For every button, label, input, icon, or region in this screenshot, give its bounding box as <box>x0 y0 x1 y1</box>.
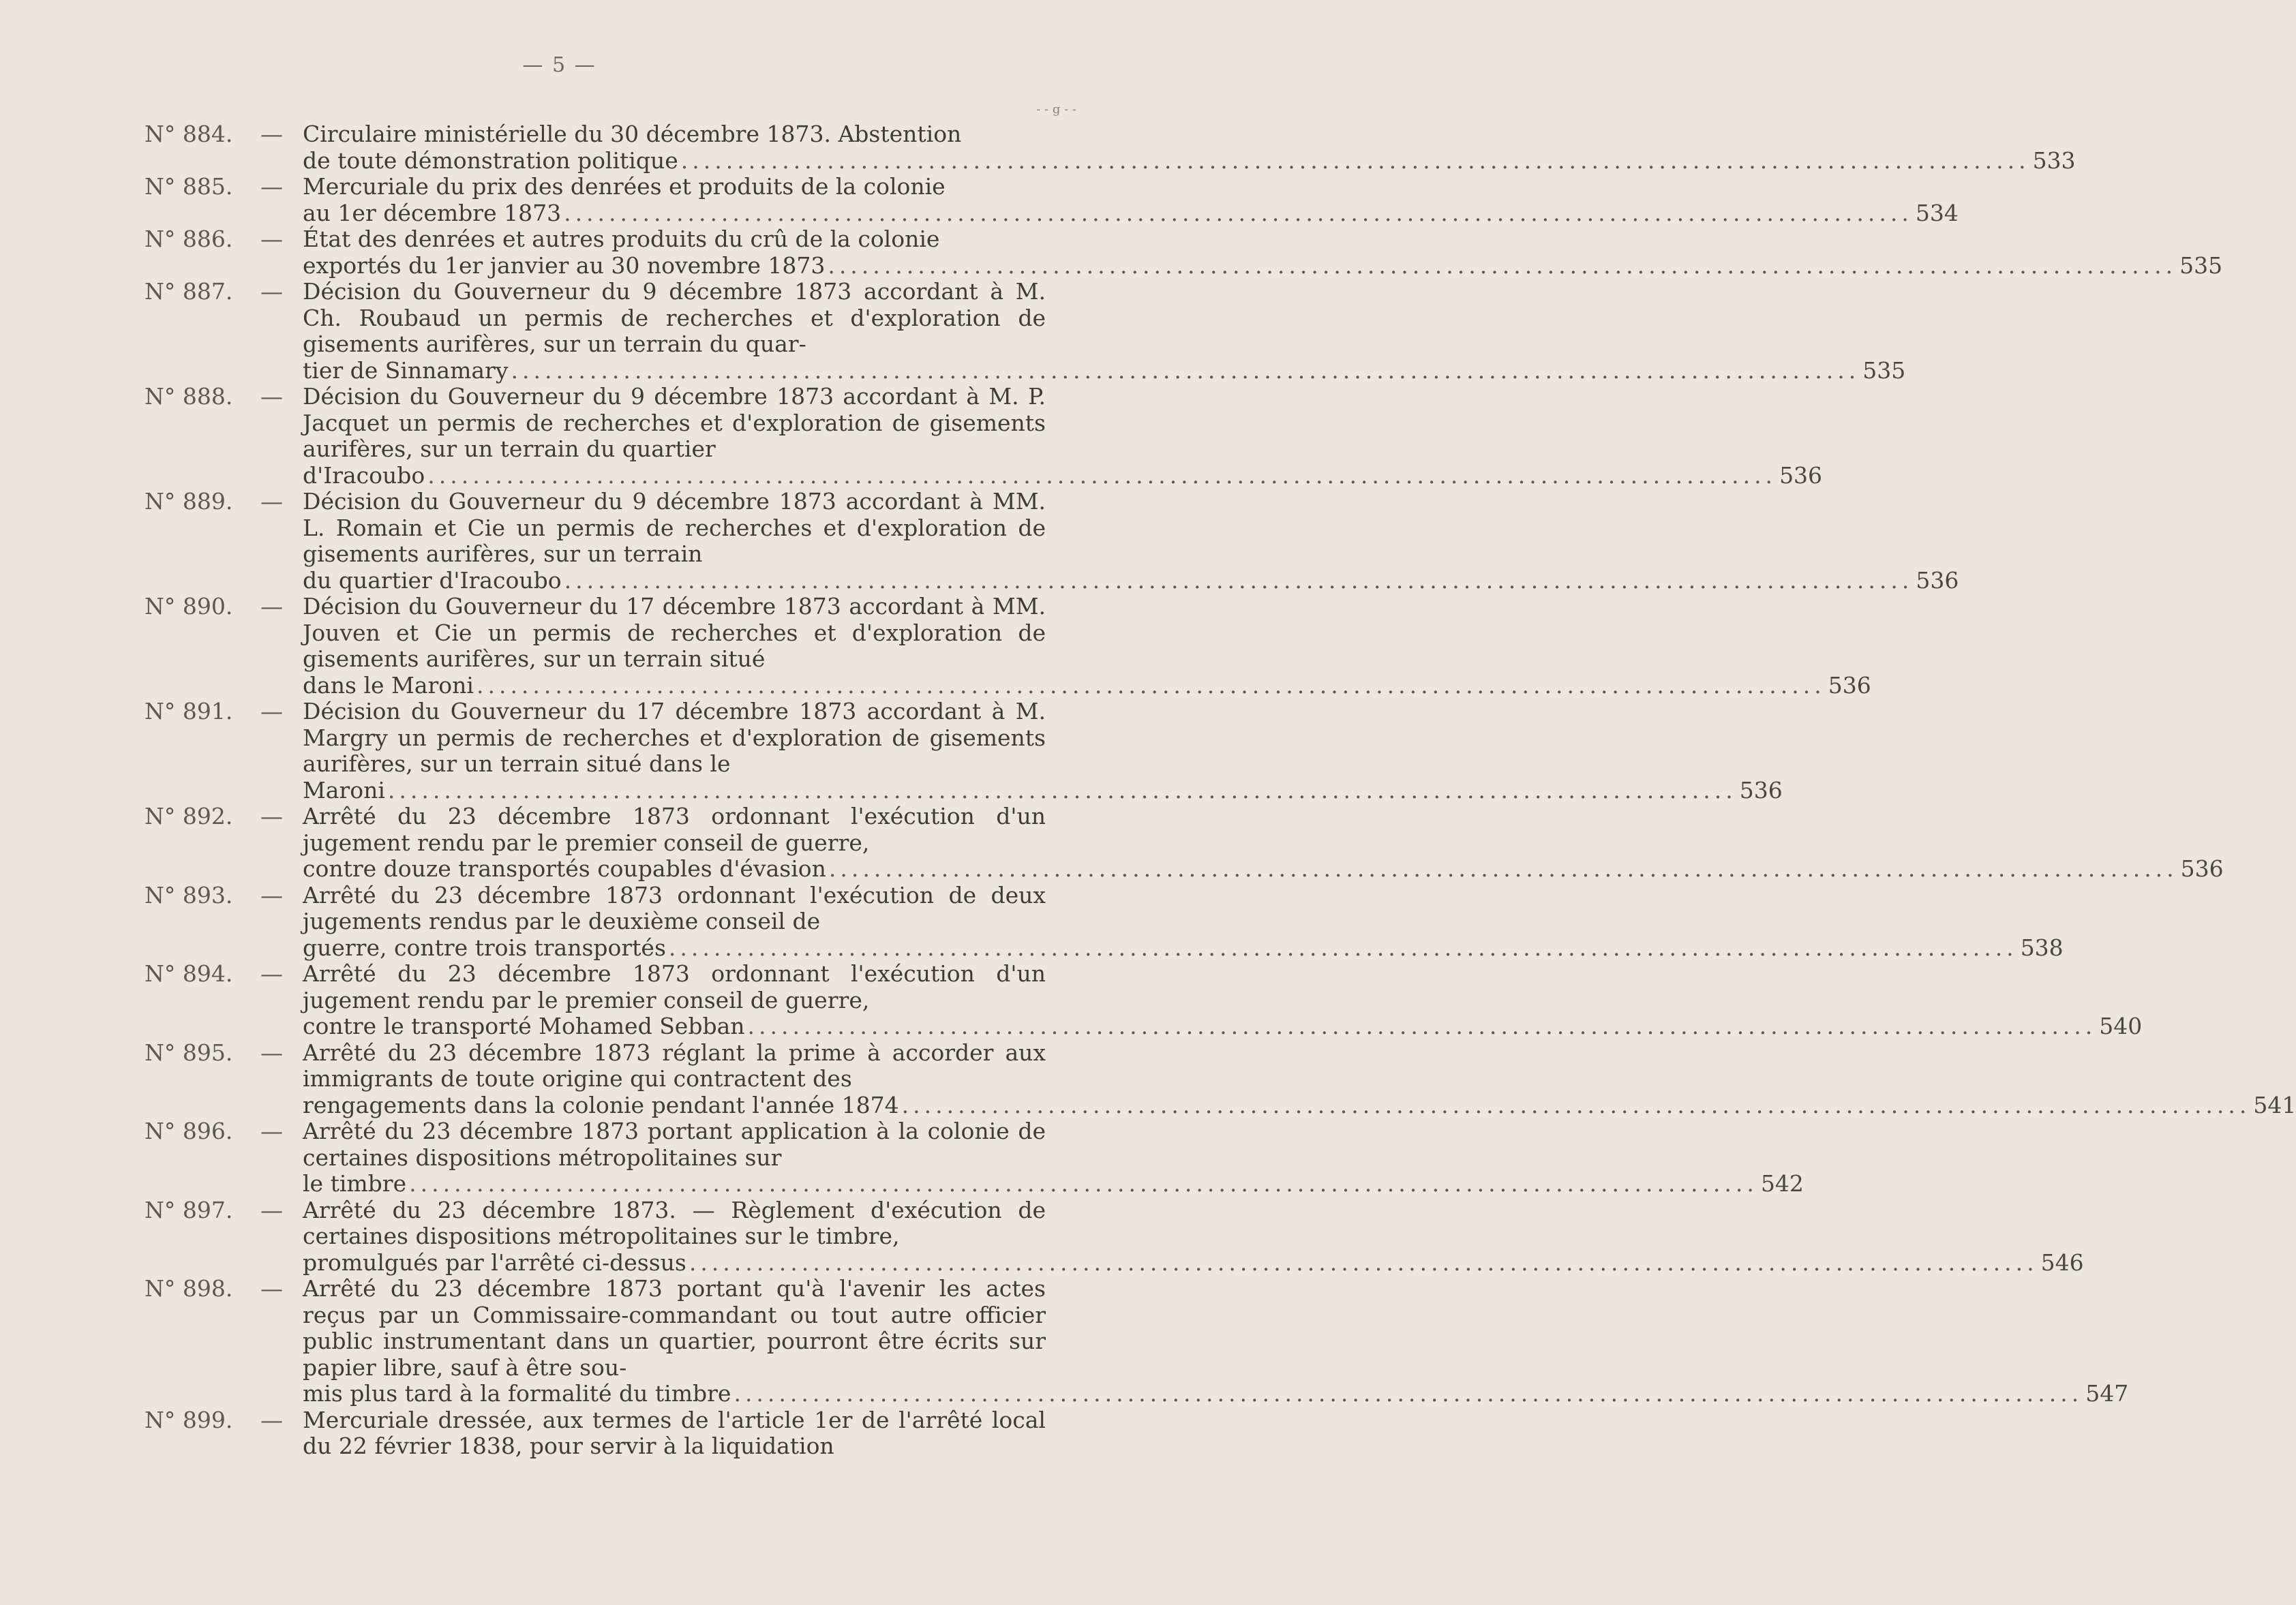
list-item <box>145 488 1959 594</box>
entry-last-text: exportés du 1er janvier au 30 novembre 1873 <box>303 251 826 279</box>
entry-number: N° 895. <box>145 1039 233 1066</box>
entry-dash: — <box>260 803 283 829</box>
leader-dots: ........................................................................................................................ <box>387 776 1737 804</box>
list-item <box>145 881 2064 962</box>
corner-mark: - - g - - <box>1036 102 1076 117</box>
entry-dash: — <box>260 383 283 410</box>
page-number: 535 <box>1862 356 1906 384</box>
entry-text: Décision du Gouverneur du 9 décembre 1873 accordant à MM. L. Romain et Cie un permis de recherches et d'exploration de gisements aurifères, sur un terrain <box>303 488 1046 567</box>
entry-last-line <box>303 251 2223 279</box>
entry-last-text: guerre, contre trois transportés <box>303 934 666 961</box>
entry-last-text: dans le Maroni <box>303 671 474 699</box>
entry-last-text: Maroni <box>303 776 385 804</box>
entry-text: Circulaire ministérielle du 30 décembre 1873. Abstention <box>303 121 962 147</box>
list-item <box>145 960 2143 1040</box>
entry-last-line <box>303 934 2064 962</box>
page-number: 534 <box>1915 199 1959 226</box>
entry-dash: — <box>260 960 283 987</box>
entry-last-line <box>303 147 2076 174</box>
leader-dots: ........................................................................................................................ <box>734 1380 2083 1407</box>
entry-dash: — <box>260 698 283 724</box>
leader-dots: ........................................................................................................................ <box>901 1091 2251 1118</box>
list-item <box>145 1039 2296 1119</box>
entry-number: N° 894. <box>145 960 233 987</box>
entry-last-text: de toute démonstration politique <box>303 147 678 174</box>
entry-last-line <box>303 1013 2143 1040</box>
entry-text: État des denrées et autres produits du crû de la colonie <box>303 226 940 252</box>
page-number: 536 <box>1779 461 1823 489</box>
entry-text: Arrêté du 23 décembre 1873. — Règlement d'exécution de certaines dispositions métropolitaines sur le timbre, <box>303 1196 1046 1249</box>
entry-list <box>145 121 2296 1460</box>
entry-number: N° 892. <box>145 803 233 829</box>
entry-last-line <box>303 356 1906 384</box>
entry-last-text: contre douze transportés coupables d'évasion <box>303 855 826 882</box>
list-item <box>145 278 1906 384</box>
entry-text: Décision du Gouverneur du 9 décembre 1873 accordant à M. Ch. Roubaud un permis de recherches et d'exploration de gisements aurifères, sur un terrain du quar- <box>303 278 1046 357</box>
list-item <box>145 226 2223 279</box>
page-number: 542 <box>1760 1170 1804 1197</box>
entry-text: Arrêté du 23 décembre 1873 ordonnant l'exécution d'un jugement rendu par le premier conseil de guerre, <box>303 803 1046 856</box>
list-item <box>145 1275 2129 1407</box>
entry-last-line <box>303 776 1783 804</box>
entry-dash: — <box>260 1196 283 1223</box>
list-item <box>145 1118 1804 1197</box>
entry-dash: — <box>260 593 283 620</box>
entry-last-text: d'Iracoubo <box>303 461 425 489</box>
leader-dots: ........................................................................................................................ <box>680 147 2030 174</box>
page-number: 536 <box>2180 855 2224 882</box>
leader-dots: ........................................................................................................................ <box>427 461 1777 489</box>
page-number: 541 <box>2253 1091 2296 1118</box>
entry-number: N° 888. <box>145 383 233 410</box>
page-number: 536 <box>1739 776 1783 804</box>
entry-text: Arrêté du 23 décembre 1873 réglant la prime à accorder aux immigrants de toute origine qui contractent des <box>303 1039 1046 1092</box>
entry-dash: — <box>260 488 283 515</box>
entry-last-line <box>303 1249 2084 1277</box>
entry-text: Arrêté du 23 décembre 1873 portant application à la colonie de certaines dispositions métropolitaines sur <box>303 1118 1046 1171</box>
entry-dash: — <box>260 1039 283 1066</box>
leader-dots: ........................................................................................................................ <box>689 1249 2038 1276</box>
entry-last-text: contre le transporté Mohamed Sebban <box>303 1013 745 1039</box>
entry-last-text: du quartier d'Iracoubo <box>303 566 562 594</box>
leader-dots: ........................................................................................................................ <box>409 1170 1758 1197</box>
list-item <box>145 803 2224 883</box>
leader-dots: ........................................................................................................................ <box>564 199 1913 226</box>
entry-number: N° 885. <box>145 173 233 200</box>
leader-dots: ........................................................................................................................ <box>476 671 1826 699</box>
leader-dots: ........................................................................................................................ <box>828 855 2178 882</box>
list-item <box>145 173 1959 226</box>
entry-last-line <box>303 199 1959 227</box>
leader-dots: ........................................................................................................................ <box>564 566 1914 594</box>
leader-dots: ........................................................................................................................ <box>828 251 2177 279</box>
entry-last-text: promulgués par l'arrêté ci-dessus <box>303 1249 686 1276</box>
entry-dash: — <box>260 173 283 200</box>
entry-dash: — <box>260 1406 283 1433</box>
entry-last-text: rengagements dans la colonie pendant l'année 1874 <box>303 1091 899 1118</box>
entry-number: N° 886. <box>145 226 233 252</box>
entry-number: N° 893. <box>145 881 233 908</box>
page-number-header: — 5 — <box>522 53 596 77</box>
list-item <box>145 698 1783 804</box>
list-item <box>145 383 1823 489</box>
entry-last-line <box>303 671 1871 699</box>
page-number: 533 <box>2032 147 2076 174</box>
entry-dash: — <box>260 226 283 252</box>
entry-last-text: mis plus tard à la formalité du timbre <box>303 1380 731 1407</box>
entry-dash: — <box>260 1275 283 1302</box>
entry-number: N° 890. <box>145 593 233 620</box>
entry-last-line <box>303 566 1959 594</box>
list-item <box>145 1196 2084 1277</box>
entry-last-text: tier de Sinnamary <box>303 356 509 384</box>
entry-dash: — <box>260 278 283 305</box>
entry-number: N° 887. <box>145 278 233 305</box>
entry-number: N° 899. <box>145 1406 233 1433</box>
entry-number: N° 897. <box>145 1196 233 1223</box>
entry-number: N° 891. <box>145 698 233 724</box>
entry-last-line <box>303 1091 2296 1119</box>
entry-text: Décision du Gouverneur du 9 décembre 1873 accordant à M. P. Jacquet un permis de recherches et d'exploration de gisements aurifères, sur un terrain du quartier <box>303 383 1046 462</box>
page-number: 535 <box>2179 251 2223 279</box>
entry-text: Décision du Gouverneur du 17 décembre 1873 accordant à M. Margry un permis de recherches et d'exploration de gisements aurifères, sur un terrain situé dans le <box>303 698 1046 777</box>
page-number: 540 <box>2099 1013 2143 1039</box>
entry-number: N° 889. <box>145 488 233 515</box>
entry-text: Arrêté du 23 décembre 1873 ordonnant l'exécution d'un jugement rendu par le premier conseil de guerre, <box>303 960 1046 1013</box>
entry-last-text: le timbre <box>303 1170 407 1197</box>
leader-dots: ........................................................................................................................ <box>668 934 2018 961</box>
entry-text: Mercuriale du prix des denrées et produits de la colonie <box>303 173 946 200</box>
entry-number: N° 884. <box>145 121 233 147</box>
page-number: 546 <box>2040 1249 2084 1276</box>
entry-last-line <box>303 1170 1804 1197</box>
entry-last-line <box>303 855 2224 883</box>
entry-number: N° 898. <box>145 1275 233 1302</box>
entry-dash: — <box>260 121 283 147</box>
entry-last-line <box>303 461 1823 489</box>
page-number: 538 <box>2020 934 2064 961</box>
entry-dash: — <box>260 1118 283 1144</box>
page-number: 547 <box>2085 1380 2129 1407</box>
entry-text: Arrêté du 23 décembre 1873 ordonnant l'exécution de deux jugements rendus par le deuxième conseil de <box>303 881 1046 934</box>
entry-number: N° 896. <box>145 1118 233 1144</box>
entry-dash: — <box>260 881 283 908</box>
entry-last-line <box>303 1380 2129 1407</box>
entry-text: Décision du Gouverneur du 17 décembre 1873 accordant à MM. Jouven et Cie un permis de recherches et d'exploration de gisements aurifères, sur un terrain situé <box>303 593 1046 672</box>
entry-text: Arrêté du 23 décembre 1873 portant qu'à l'avenir les actes reçus par un Commissaire-commandant ou tout autre officier public instrumentant dans un quartier, pourront être écrits sur papier libre, sauf à être sou- <box>303 1275 1046 1381</box>
page-number: 536 <box>1916 566 1959 594</box>
leader-dots: ........................................................................................................................ <box>511 356 1860 384</box>
list-item <box>145 593 1871 699</box>
page-number: 536 <box>1828 671 1871 699</box>
entry-text: Mercuriale dressée, aux termes de l'article 1er de l'arrêté local du 22 février 1838, pour servir à la liquidation <box>303 1406 1046 1459</box>
list-item <box>145 121 2076 174</box>
leader-dots: ........................................................................................................................ <box>747 1013 2097 1039</box>
entry-last-text: au 1er décembre 1873 <box>303 199 562 226</box>
list-item <box>145 1407 1072 1460</box>
